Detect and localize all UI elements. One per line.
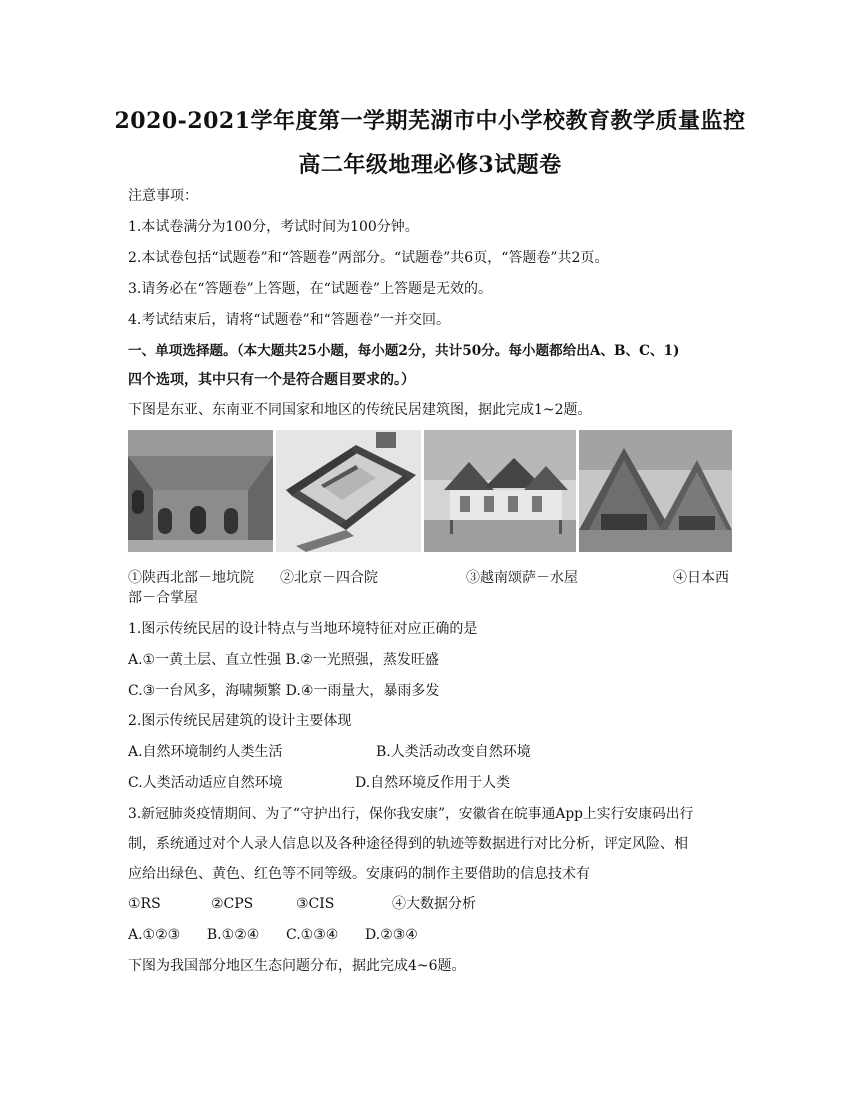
caption-photo-1: ①陕西北部－地坑院 bbox=[128, 570, 254, 586]
question-2-option-c: C.人类活动适应自然环境 bbox=[128, 775, 283, 791]
caption-photo-2: ②北京－四合院 bbox=[280, 570, 378, 586]
photo-gassho-house bbox=[579, 430, 732, 552]
notice-heading: 注意事项： bbox=[128, 188, 198, 204]
caption-photo-4-continued: 部－合掌屋 bbox=[128, 590, 198, 606]
question-2-stem: 2.图示传统民居建筑的设计主要体现 bbox=[128, 713, 352, 729]
exam-title-line2: 高二年级地理必修3试题卷 bbox=[298, 152, 562, 178]
intro-questions-1-2: 下图是东亚、东南亚不同国家和地区的传统民居建筑图，据此完成1~2题。 bbox=[128, 402, 592, 418]
notice-item-3: 3.请务必在“答题卷”上答题，在“试题卷”上答题是无效的。 bbox=[128, 281, 492, 297]
notice-item-1: 1.本试卷满分为100分，考试时间为100分钟。 bbox=[128, 219, 419, 235]
section-heading-line1: 一、单项选择题。（本大题共25小题，每小题2分，共计50分。每小题都给出A、B、C、1) bbox=[128, 343, 680, 359]
caption-photo-3: ③越南颂萨－水屋 bbox=[466, 570, 578, 586]
question-1-options-ab: A.①一黄土层、直立性强 B.②一光照强，蒸发旺盛 bbox=[128, 652, 439, 668]
exam-title-line1: 2020-2021学年度第一学期芜湖市中小学校教育教学质量监控 bbox=[114, 108, 746, 134]
question-1-options-cd: C.③一台风多，海啸频繁 D.④一雨量大，暴雨多发 bbox=[128, 683, 440, 699]
notice-item-2: 2.本试卷包括“试题卷”和“答题卷”两部分。“试题卷”共6页，“答题卷”共2页。 bbox=[128, 250, 609, 266]
question-3-item-2: ②CPS bbox=[211, 896, 254, 912]
notice-item-4: 4.考试结束后，请将“试题卷”和“答题卷”一并交回。 bbox=[128, 312, 450, 328]
question-2-option-a: A.自然环境制约人类生活 bbox=[128, 744, 283, 760]
photo-water-house bbox=[424, 430, 576, 552]
caption-photo-4: ④日本西 bbox=[673, 570, 729, 586]
question-3-item-1: ①RS bbox=[128, 896, 161, 912]
question-3-stem-line1: 3.新冠肺炎疫情期间、为了“守护出行，保你我安康”，安徽省在皖事通App上实行安康码出行 bbox=[128, 806, 694, 822]
question-3-options: A.①②③ B.①②④ C.①③④ D.②③④ bbox=[128, 927, 418, 943]
intro-questions-4-6: 下图为我国部分地区生态问题分布，据此完成4~6题。 bbox=[128, 958, 466, 974]
question-2-option-b: B.人类活动改变自然环境 bbox=[376, 744, 531, 760]
question-3-item-4: ④大数据分析 bbox=[392, 896, 476, 912]
question-3-stem-line3: 应给出绿色、黄色、红色等不同等级。安康码的制作主要借助的信息技术有 bbox=[128, 866, 590, 882]
section-heading-line2: 四个选项，其中只有一个是符合题目要求的。） bbox=[128, 372, 415, 388]
question-2-option-d: D.自然环境反作用于人类 bbox=[355, 775, 511, 791]
question-3-stem-line2: 制，系统通过对个人录人信息以及各种途径得到的轨迹等数据进行对比分析，评定风险、相 bbox=[128, 836, 688, 852]
photo-siheyuan bbox=[276, 430, 421, 552]
question-3-item-3: ③CIS bbox=[296, 896, 335, 912]
dwelling-photo-strip bbox=[128, 430, 732, 552]
question-1-stem: 1.图示传统民居的设计特点与当地环境特征对应正确的是 bbox=[128, 621, 478, 637]
photo-cave-courtyard bbox=[128, 430, 273, 552]
